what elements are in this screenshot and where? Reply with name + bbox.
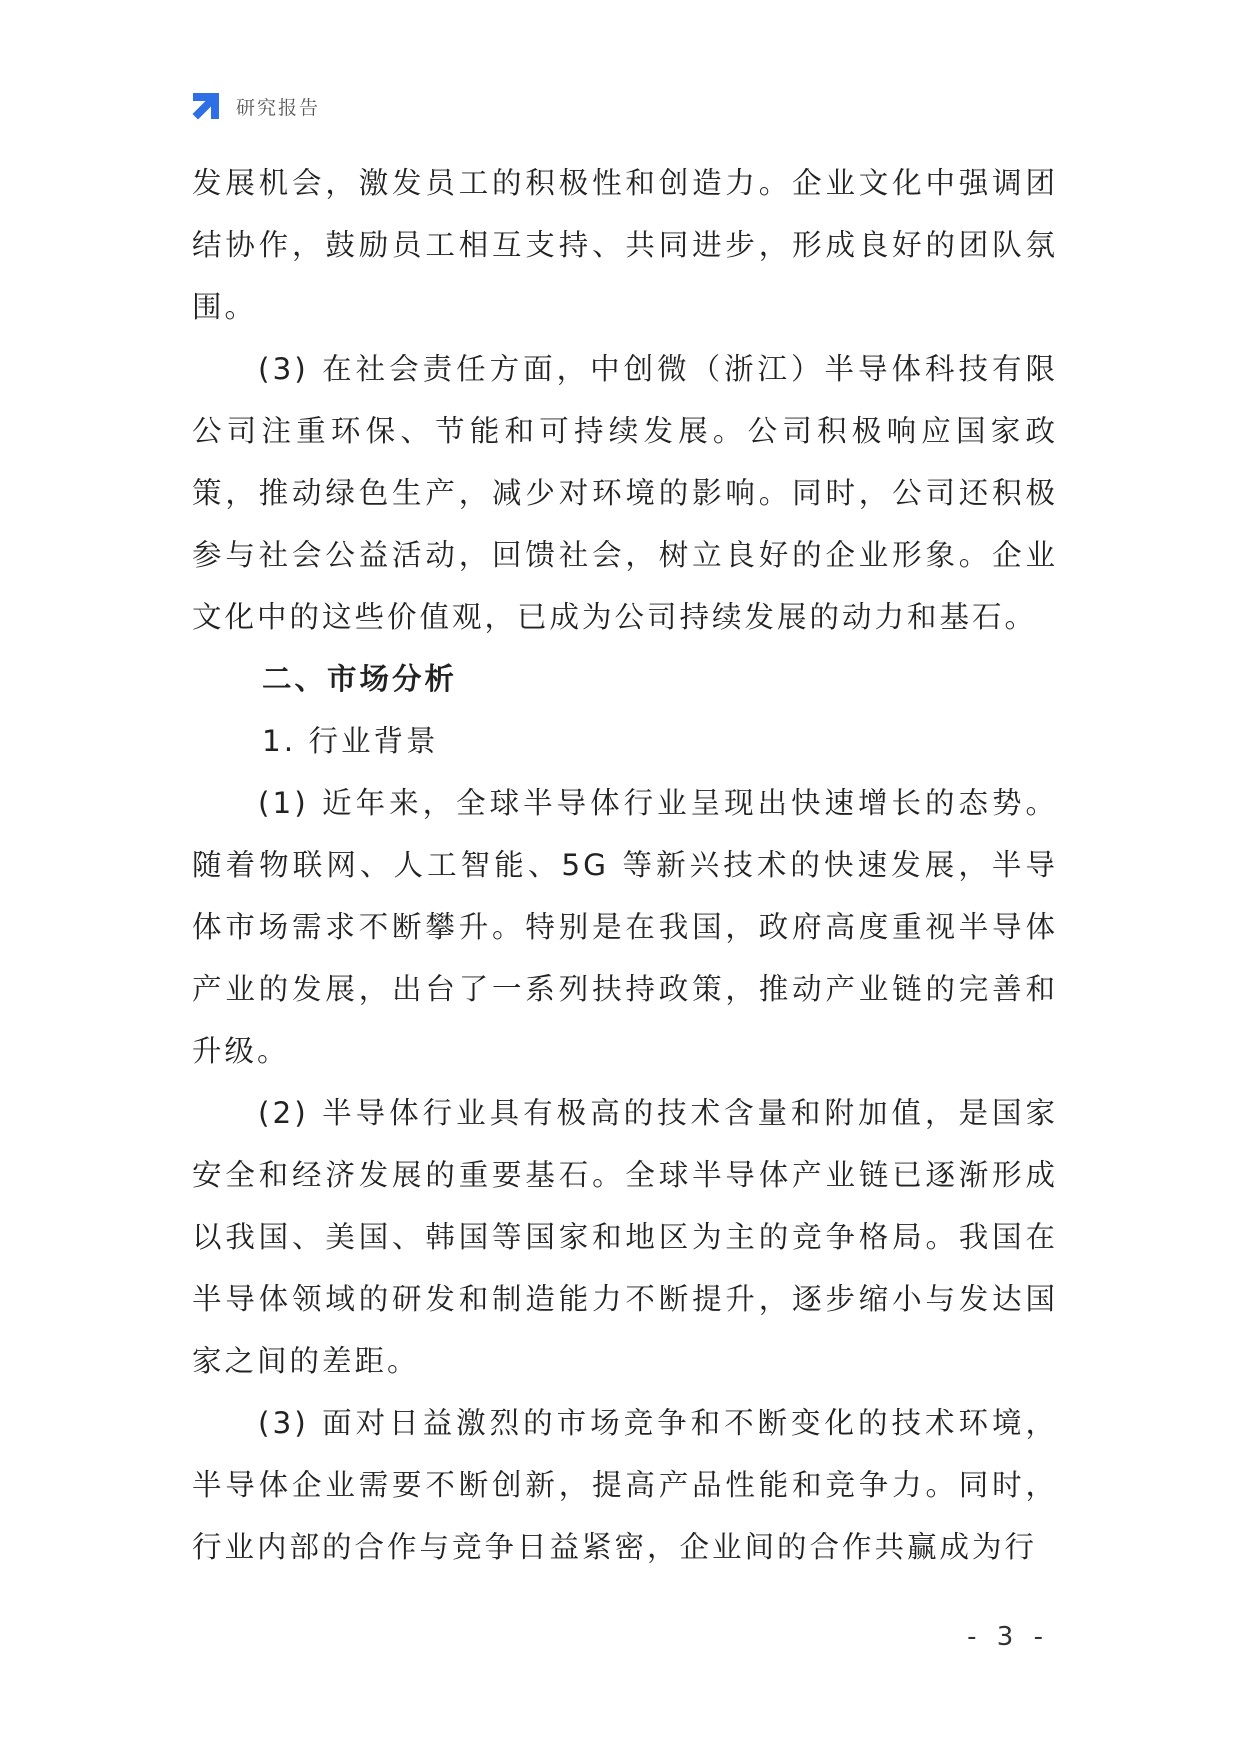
document-body bbox=[192, 152, 1058, 1578]
report-header bbox=[190, 88, 320, 124]
subsection-heading: 1. 行业背景 bbox=[262, 724, 439, 758]
page-number: - 3 - bbox=[967, 1622, 1049, 1652]
arrow-up-right-icon bbox=[190, 90, 222, 122]
header-label: 研究报告 bbox=[236, 96, 321, 119]
section-heading: 二、市场分析 bbox=[262, 662, 458, 696]
paragraph-continuation: 发展机会，激发员工的积极性和创造力。企业文化中强调团结协作，鼓励员工相互支持、共同进步，形成良好的团队氛围。 bbox=[192, 166, 1058, 324]
paragraph-industry-value: (2) 半导体行业具有极高的技术含量和附加值，是国家安全和经济发展的重要基石。全球半导体产业链已逐渐形成以我国、美国、韩国等国家和地区为主的竞争格局。我国在半导体领域的研发和制造能力不断提升，逐步缩小与发达国家之间的差距。 bbox=[192, 1096, 1058, 1378]
paragraph-social-responsibility: (3) 在社会责任方面，中创微（浙江）半导体科技有限公司注重环保、节能和可持续发展。公司积极响应国家政策，推动绿色生产，减少对环境的影响。同时，公司还积极参与社会公益活动，回馈社会，树立良好的企业形象。企业文化中的这些价值观，已成为公司持续发展的动力和基石。 bbox=[192, 352, 1058, 634]
paragraph-industry-competition: (3) 面对日益激烈的市场竞争和不断变化的技术环境，半导体企业需要不断创新，提高产品性能和竞争力。同时，行业内部的合作与竞争日益紧密，企业间的合作共赢成为行 bbox=[192, 1406, 1058, 1564]
paragraph-industry-growth: (1) 近年来，全球半导体行业呈现出快速增长的态势。随着物联网、人工智能、5G 等新兴技术的快速发展，半导体市场需求不断攀升。特别是在我国，政府高度重视半导体产业的发展，出台了一系列扶持政策，推动产业链的完善和升级。 bbox=[192, 786, 1058, 1068]
